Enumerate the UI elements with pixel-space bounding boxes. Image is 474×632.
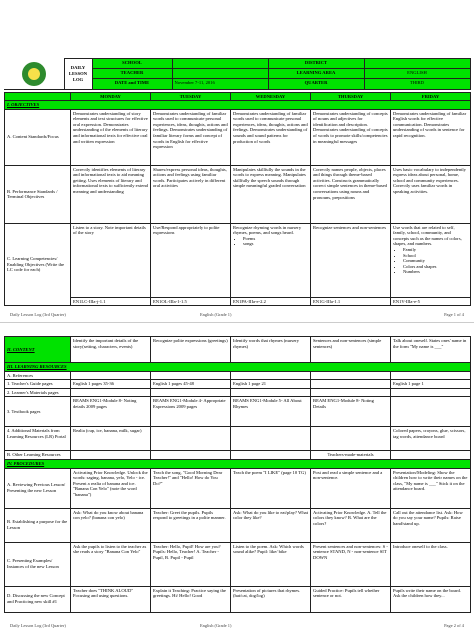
lc-code: EN1V-IIIa-e-5: [391, 297, 471, 306]
teacher-value: [172, 69, 268, 79]
row-label: 1. Teacher's Guide pages: [5, 380, 71, 389]
date-value: November 7-11, 2016: [172, 79, 268, 89]
other-resources-row: [5, 451, 471, 460]
lc-code: EN1OL-IIIa-1-1.5: [151, 297, 231, 306]
table-cell: Shares/express personal ideas, thoughts, actions and feelings using familiar words. Participates actively in different oral activities: [151, 165, 231, 223]
day-tuesday: TUESDAY: [151, 92, 231, 101]
learning-area-label: LEARNING AREA: [268, 69, 364, 79]
footer-center: English (Grade 1): [200, 623, 232, 628]
table-cell: Manipulates skillfully the sounds in the words to express meaning. Manipulates skillfully the speech sounds through simple meaningful graded conversation: [231, 165, 311, 223]
row-label: A. Reviewing Previous Lesson/ Presenting the new Lesson: [5, 468, 71, 508]
cell-text: Recognize rhyming words in nursery rhymes, poems, and songs heard.: [233, 224, 302, 236]
table-cell: [391, 451, 471, 460]
footer-center: English (Grade 1): [200, 312, 232, 317]
lc-code: EN1LC-IIIa-j-1.1: [71, 297, 151, 306]
table-cell: Teacher does "THINK ALOUD" Focusing and using questions.: [71, 586, 151, 612]
page-1: [4, 58, 470, 306]
list-item: • School: [403, 253, 468, 259]
row-label: B. Other Learning Resources: [5, 451, 71, 460]
table-cell: Introduce oneself to the class.: [391, 542, 471, 586]
row-label: C. Learning Competencies/ Enabling Objectives (Write the LC code for each): [5, 223, 71, 306]
additional-materials-row: [5, 427, 471, 451]
table-cell: Presentation/Modeling: Show the children how to write their names on the class, "My name is ___" Stick it on the attendance board.: [391, 468, 471, 508]
row-label: 4. Additional Materials from Learning Resources (LR) Portal: [5, 427, 71, 451]
table-cell: Present sentences and non-sentences: S - sentence STAND, N - non-sentence SIT DOWN: [311, 542, 391, 586]
table-cell: Listen to the poem. Ask: Which words sound alike? Pupil: like/ bike: [231, 542, 311, 586]
content-resources-table: [4, 336, 471, 613]
table-cell: Call out the attendance list. Ask: How do you say your name? Pupils: Raise hand/stand up.: [391, 508, 471, 542]
table-cell: [151, 451, 231, 460]
table-cell: Uses basic vocabulary to independently express ideas about personal, home, school and community experiences. Correctly uses familiar words in speaking activities.: [391, 165, 471, 223]
page-divider: [0, 322, 474, 323]
table-cell: Colored papers, crayons, glue, scissors, tag words, attendance board: [391, 427, 471, 451]
table-cell: Teach the poem "I LIKE" (page 10 TG): [231, 468, 311, 508]
footer-page-number: Page 2 of 4: [444, 623, 464, 628]
day-wednesday: WEDNESDAY: [231, 92, 311, 101]
table-cell: Teacher: Hello, Pupil! How are you? Pupils: Hello, Teacher! A. Teacher - Pupil, B. Pupil - Pupil: [151, 542, 231, 586]
table-cell: Teachers-made-materials: [311, 451, 391, 460]
table-cell: [391, 397, 471, 427]
page-2: [4, 336, 470, 613]
table-cell: English 1 page 1: [391, 380, 471, 389]
table-cell: Pupils write their name on the board. Ask the children how they...: [391, 586, 471, 612]
lc-code: EN1PA-IIIa-e-2.2: [231, 297, 311, 306]
table-cell: Demonstrates understanding of familiar words used to communicate personal experiences, ideas, thoughts, actions and feelings. Demonstrates understanding of sounds and sound patterns for production of words: [231, 109, 311, 165]
bullet-list: [393, 247, 468, 275]
district-label: DISTRICT: [268, 59, 364, 69]
row-label: A. References: [5, 371, 71, 380]
table-cell: Identify the important details of the story(setting, characters, events): [71, 337, 151, 363]
table-cell: English 1 page 21: [231, 380, 311, 389]
table-cell: Talk about oneself. States ones' name in the form "My name is ___": [391, 337, 471, 363]
days-header-row: [5, 92, 471, 101]
list-item: • Colors and shapes: [403, 264, 468, 270]
table-cell: BEAMS ENG1-Module 4- Appropriate Expressions 2009 pages: [151, 397, 231, 427]
district-value: [364, 59, 470, 69]
table-cell: Ask the pupils to listen to the teacher as she reads a story "Banana Con Yelo": [71, 542, 151, 586]
row-label: 3. Textbook pages: [5, 397, 71, 427]
table-cell: Use/Respond appropriately to polite expressions: [151, 223, 231, 297]
table-cell: Teacher: Greet the pupils. Pupils respond to greetings in a polite manner.: [151, 508, 231, 542]
table-cell: Presentation of pictures that rhymes. (hat/cat, dog/log): [231, 586, 311, 612]
table-cell: Post and read a simple sentence and a non-sentence.: [311, 468, 391, 508]
table-cell: [231, 427, 311, 451]
table-cell: Realia (cup, ice, banana, milk, sugar): [71, 427, 151, 451]
footer-left: Daily Lesson Log (3rd Quarter): [10, 312, 66, 317]
dll-title: DAILY LESSON LOG: [64, 59, 92, 90]
table-cell: English 1 pages 35-36: [71, 380, 151, 389]
quarter-value: THIRD: [364, 79, 470, 89]
table-cell: [231, 451, 311, 460]
days-header-blank: [5, 92, 71, 101]
table-cell: Sentences and non-sentences (simple sentences): [311, 337, 391, 363]
cell-text: Use words that are related to self, family, school, community, and concepts such as the names of colors, shapes, and numbers.: [393, 224, 462, 247]
school-label: SCHOOL: [92, 59, 172, 69]
day-monday: MONDAY: [71, 92, 151, 101]
lc-code-row: [5, 297, 471, 306]
date-label: DATE and TIME: [92, 79, 172, 89]
row-label: D. Discussing the new Concept and Practicing new skill #1: [5, 586, 71, 612]
table-cell: [151, 427, 231, 451]
lm-row: [5, 388, 471, 397]
bullet-list: [233, 236, 308, 247]
table-cell: Activating Prior Knowledge. A. Tell the colors they know? B. What are the colors?: [311, 508, 391, 542]
tg-row: [5, 380, 471, 389]
list-item: • Poems: [243, 236, 308, 242]
table-cell: Teach the song, "Good Morning Dear Teacher!" and "Hello! How do You Do?": [151, 468, 231, 508]
table-cell: [71, 451, 151, 460]
learning-area-value: ENGLISH: [364, 69, 470, 79]
table-cell: Activating Prior Knowledge. Unlock the words: saging, banana, yelo, Yelo - ice. Present a realia of banana and ice. "Banana Con Yelo" (note the word "banana"): [71, 468, 151, 508]
table-cell: Identify words that rhymes (nursery rhymes): [231, 337, 311, 363]
table-cell: Demonstrates understanding of concepts of nouns and adjectives for identification and description. Demonstrates understanding of concepts of words to promote skills/competencies in meaningful messages: [311, 109, 391, 165]
row-label: 2. Learner's Materials pages: [5, 388, 71, 397]
row-label: B. Performance Standards / Terminal Objectives: [5, 165, 71, 223]
deped-seal-icon: [22, 62, 46, 86]
procedures-title: IV. PROCEDURES: [5, 459, 471, 468]
learning-competencies-row: [5, 223, 471, 297]
resources-title: III. LEARNING RESOURCES: [5, 363, 471, 372]
footer-left: Daily Lesson Log (3rd Quarter): [10, 623, 66, 628]
table-cell: Demonstrates understanding of familiar English words for effective communication. Demonstrates understanding of words in sentence for rapid recognition.: [391, 109, 471, 165]
content-row: [5, 337, 471, 363]
textbook-row: [5, 397, 471, 427]
table-cell: BEAMS ENG1-Module 8- Noting details 2009 pages: [71, 397, 151, 427]
teacher-label: TEACHER: [92, 69, 172, 79]
row-label: C. Presenting Examples/ Instances of the new Lesson: [5, 542, 71, 586]
procedure-row: [5, 542, 471, 586]
list-item: • Community: [403, 258, 468, 264]
dll-header-table: [4, 58, 471, 90]
day-thursday: THURSDAY: [311, 92, 391, 101]
footer-page-number: Page 1 of 4: [444, 312, 464, 317]
table-cell: Recognize polite expressions (greetings): [151, 337, 231, 363]
procedure-row: [5, 468, 471, 508]
table-cell: [231, 223, 311, 297]
row-label: A. Content Standards/Focus: [5, 109, 71, 165]
table-cell: [311, 427, 391, 451]
procedure-row: [5, 586, 471, 612]
objectives-table: [4, 92, 471, 307]
quarter-label: QUARTER: [268, 79, 364, 89]
row-label: B. Establishing a purpose for the Lesson: [5, 508, 71, 542]
content-standards-row: [5, 109, 471, 165]
school-value: [172, 59, 268, 69]
lc-code: EN1G-IIIa-1.1: [311, 297, 391, 306]
table-cell: English 1 pages 45-48: [151, 380, 231, 389]
list-item: • Family: [403, 247, 468, 253]
day-friday: FRIDAY: [391, 92, 471, 101]
references-row: [5, 371, 471, 380]
objectives-title: I. OBJECTIVES: [5, 101, 471, 110]
table-cell: [391, 223, 471, 297]
table-cell: Explain it Teaching: Practice saying the greetings. Hi/ Hello! Good: [151, 586, 231, 612]
table-cell: BEAM ENG1-Module 8- Noting Details: [311, 397, 391, 427]
performance-standards-row: [5, 165, 471, 223]
table-cell: Demonstrates understanding of story elements and text structures for effective oral expression. Demonstrates understanding of the elements of literary and informational texts for effective oral and written expression: [71, 109, 151, 165]
list-item: • songs: [243, 241, 308, 247]
table-cell: Demonstrates understanding of familiar words used to communicate personal experiences, ideas, thoughts, actions and feelings. Demonstrates understanding of familiar literary forms and concept of words in English for effective expression: [151, 109, 231, 165]
table-cell: Ask: What do you like to eat/play? What color they like?: [231, 508, 311, 542]
list-item: • Numbers: [403, 269, 468, 275]
table-cell: Guided Practice: Pupils tell whether sentence or not.: [311, 586, 391, 612]
table-cell: [311, 380, 391, 389]
table-cell: Recognize sentences and non-sentences: [311, 223, 391, 297]
table-cell: Correctly names people, objects, places and things through theme-based activities. Constructs grammatically correct simple sentences in theme-based conversations using nouns and pronouns, prepositions: [311, 165, 391, 223]
table-cell: Ask: What do you know about banana con yelo? (banana con yelo): [71, 508, 151, 542]
procedure-row: [5, 508, 471, 542]
logo-cell: [4, 59, 64, 90]
content-title: II. CONTENT: [5, 337, 71, 363]
table-cell: Listen to a story. Note important details of the story: [71, 223, 151, 297]
table-cell: BEAMS ENG1-Module 5- All About Rhymes: [231, 397, 311, 427]
table-cell: Correctly identifies elements of literary and informational texts to aid meaning getting. Uses elements of literary and informational texts to sufficiently extend meaning and understanding: [71, 165, 151, 223]
